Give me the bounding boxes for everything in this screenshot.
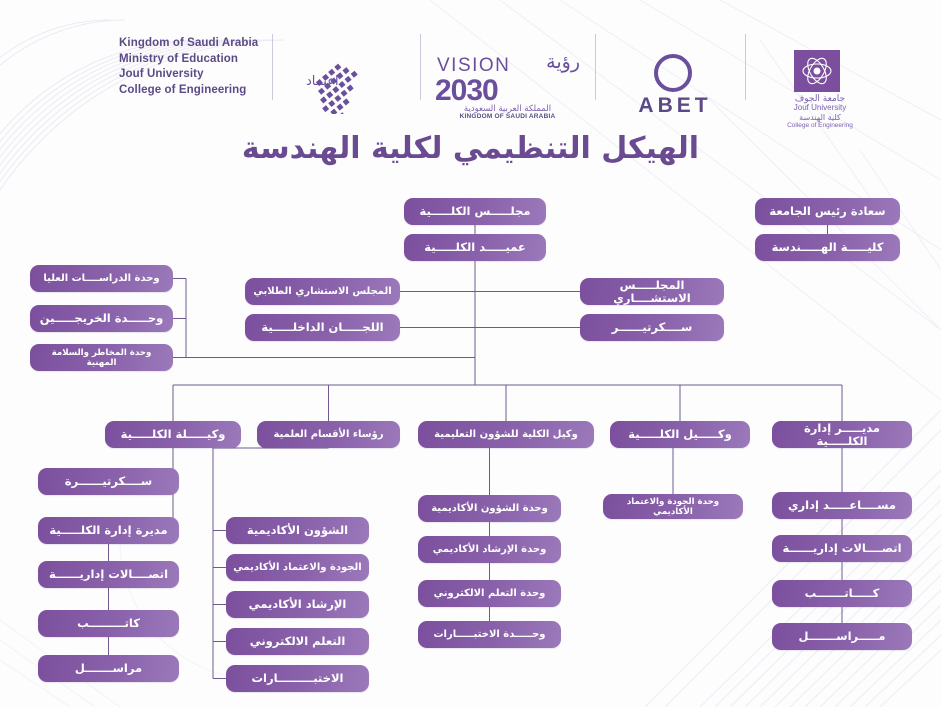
org-node-alumni-unit[interactable]: وحـــــدة الخريجـــــين [30, 305, 173, 332]
org-node-clerk-right[interactable]: كـــــاتـــــــب [772, 580, 912, 607]
jouf-name-arabic: جامعة الجوف [794, 94, 846, 104]
institution-header-text [119, 36, 258, 98]
org-node-college-admin-director[interactable]: مديـــــر إدارة الكلـــــية [772, 421, 912, 448]
jouf-college-arabic: كلية الهندسة [799, 113, 841, 122]
vision-year: 2030 [435, 74, 498, 107]
vision-wordmark: VISION [437, 55, 511, 76]
abet-wordmark: ABET [638, 94, 712, 117]
org-node-internal-committees[interactable]: اللجـــــان الداخلـــــية [245, 314, 400, 341]
etimad-wordmark: اعتماد [306, 74, 339, 89]
org-node-student-advisory-council[interactable]: المجلس الاستشاري الطلابي [245, 278, 400, 305]
institution-line-3: College of Engineering [119, 83, 247, 96]
org-node-academic-affairs[interactable]: الشؤون الأكاديمية [226, 517, 369, 544]
jouf-university-logo [760, 50, 880, 129]
page-title: الهيكل التنظيمي لكلية الهندسة [241, 131, 700, 166]
institution-line-2: Jouf University [119, 68, 204, 80]
org-node-academic-advising-unit[interactable]: وحدة الإرشاد الأكاديمي [418, 536, 561, 563]
org-node-e-learning[interactable]: التعلم الالكتروني [226, 628, 369, 655]
org-node-academic-advising[interactable]: الإرشاد الأكاديمي [226, 591, 369, 618]
header-divider-2 [420, 34, 421, 100]
org-node-clerk-left[interactable]: كاتـــــــــب [38, 610, 179, 637]
vision-2030-logo [435, 51, 580, 120]
org-node-college-admin-director-female[interactable]: مديرة إدارة الكلـــــية [38, 517, 179, 544]
org-node-examinations[interactable]: الاختبـــــــــارات [226, 665, 369, 692]
jouf-emblem-icon [794, 50, 840, 92]
org-node-e-learning-unit[interactable]: وحدة التعلم الالكتروني [418, 580, 561, 607]
header-divider-4 [745, 34, 746, 100]
abet-logo [620, 54, 730, 116]
institution-line-1: Ministry of Education [119, 52, 239, 65]
institution-line-0: Kingdom of Saudi Arabia [119, 37, 259, 49]
jouf-name-english: Jouf University [793, 103, 847, 112]
org-node-college-dean[interactable]: عميـــــد الكلـــــية [404, 234, 546, 261]
org-node-quality-accreditation-unit[interactable]: وحدة الجودة والاعتماد الأكاديمي [603, 494, 743, 519]
org-node-admin-communications-left[interactable]: اتصــــالات إداريــــــة [38, 561, 179, 588]
org-node-vice-dean-educational-affairs[interactable]: وكيل الكلية للشؤون التعليمية [418, 421, 594, 448]
abet-ring-icon [654, 54, 692, 92]
org-node-messenger-right[interactable]: مـــــراســـــــل [772, 623, 912, 650]
org-node-vice-dean-female[interactable]: وكيـــــلة الكلـــــية [105, 421, 241, 448]
vision-subtitle-english: KINGDOM OF SAUDI ARABIA [459, 113, 556, 120]
org-node-advisory-council[interactable]: المجلـــــس الاستشــــاري [580, 278, 724, 305]
org-node-university-president[interactable]: سعادة رئيس الجامعة [755, 198, 900, 225]
header-divider-1 [272, 34, 273, 100]
org-node-graduate-studies-unit[interactable]: وحدة الدراســــات العليا [30, 265, 173, 292]
org-node-admin-communications-right[interactable]: اتصــــالات إداريــــــة [772, 535, 912, 562]
org-node-quality-and-accreditation[interactable]: الجودة والاعتماد الأكاديمي [226, 554, 369, 581]
org-node-admin-assistant[interactable]: مســــاعـــــد إداري [772, 492, 912, 519]
org-node-heads-of-departments[interactable]: رؤساء الأقسام العلمية [257, 421, 400, 448]
header-divider-3 [595, 34, 596, 100]
vision-wordmark-arabic: رؤية [546, 51, 580, 73]
page-header [0, 28, 941, 129]
org-node-secretary-dean[interactable]: ســــكرتيــــــر [580, 314, 724, 341]
org-node-secretary-female[interactable]: ســــكرتيــــــرة [38, 468, 179, 495]
jouf-emblem-glyph-icon [794, 50, 840, 92]
org-node-messenger-left[interactable]: مراســـــــل [38, 655, 179, 682]
org-node-academic-affairs-unit[interactable]: وحدة الشؤون الأكاديمية [418, 495, 561, 522]
vision-subtitle-arabic: المملكة العربية السعودية [463, 104, 552, 114]
org-node-vice-dean[interactable]: وكـــــيل الكلـــــية [610, 421, 750, 448]
jouf-college-english: College of Engineering [787, 122, 853, 129]
org-node-college-of-engineering[interactable]: كليـــــة الهـــــندسة [755, 234, 900, 261]
org-node-college-council[interactable]: مجلـــــس الكلـــــية [404, 198, 546, 225]
org-node-risk-and-safety-unit[interactable]: وحدة المخاطر والسلامة المهنية [30, 344, 173, 371]
org-node-examinations-unit[interactable]: وحـــــدة الاختبـــــارات [418, 621, 561, 648]
etimad-logo [300, 52, 415, 114]
